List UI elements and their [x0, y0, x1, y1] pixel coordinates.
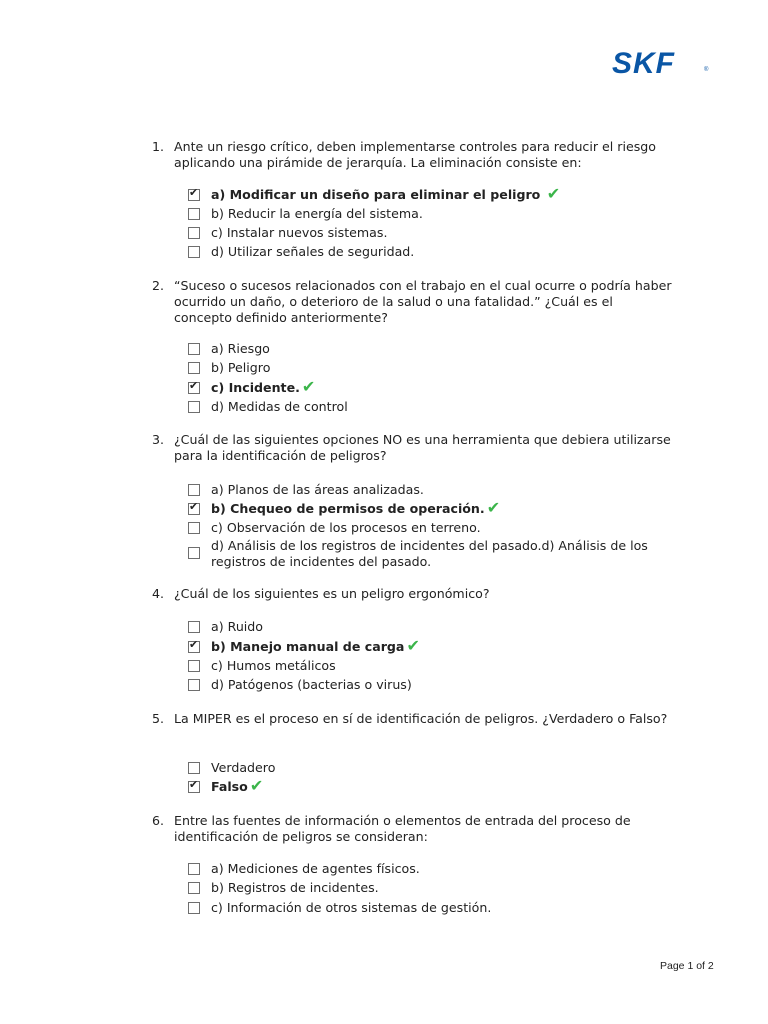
option-2c[interactable]	[188, 377, 658, 396]
option-3a[interactable]	[188, 482, 658, 498]
checkbox[interactable]	[188, 208, 200, 220]
question-text: ¿Cuál de las siguientes opciones NO es una herramienta que debiera utilizarse para la identificación de peligros?	[174, 432, 671, 463]
option-5-falso[interactable]	[188, 776, 658, 795]
option-label: c) Humos metálicos	[211, 658, 336, 673]
option-3b[interactable]	[188, 498, 658, 517]
option-3d[interactable]	[188, 538, 658, 570]
option-label: a) Modificar un diseño para eliminar el peligro ✔	[211, 184, 561, 203]
checkbox[interactable]	[188, 762, 200, 774]
checkbox-checked[interactable]	[188, 503, 200, 515]
option-label: d) Patógenos (bacterias o virus)	[211, 677, 412, 692]
checkmark-icon: ✔	[301, 377, 316, 396]
option-label: b) Registros de incidentes.	[211, 880, 379, 895]
question-number: 5.	[152, 711, 165, 726]
question-3	[152, 432, 672, 464]
svg-text:®: ®	[704, 67, 709, 73]
checkmark-icon: ✔	[486, 498, 501, 517]
checkbox[interactable]	[188, 679, 200, 691]
checkbox[interactable]	[188, 522, 200, 534]
checkbox[interactable]	[188, 660, 200, 672]
question-text: ¿Cuál de los siguientes es un peligro ergonómico?	[174, 586, 490, 601]
checkmark-icon: ✔	[406, 636, 420, 655]
option-4d[interactable]	[188, 677, 658, 693]
option-label: Verdadero	[211, 760, 276, 775]
option-2d[interactable]	[188, 399, 658, 415]
checkmark-icon: ✔	[546, 184, 561, 203]
option-label: c) Información de otros sistemas de gestión.	[211, 900, 492, 915]
option-label: a) Ruido	[211, 619, 263, 634]
checkbox[interactable]	[188, 484, 200, 496]
question-text: Ante un riesgo crítico, deben implementarse controles para reducir el riesgo aplicando una pirámide de jerarquía. La eliminación consiste en:	[174, 139, 656, 170]
checkbox-checked[interactable]	[188, 382, 200, 394]
option-4c[interactable]	[188, 658, 658, 674]
checkbox[interactable]	[188, 246, 200, 258]
option-label: b) Chequeo de permisos de operación. ✔	[211, 498, 501, 517]
checkmark-icon: ✔	[249, 776, 264, 795]
option-6a[interactable]	[188, 861, 658, 877]
option-4a[interactable]	[188, 619, 658, 635]
option-4b[interactable]	[188, 636, 658, 655]
logo-text: SKF	[612, 50, 675, 76]
checkbox-checked[interactable]	[188, 641, 200, 653]
option-1a[interactable]	[188, 184, 658, 203]
checkbox[interactable]	[188, 227, 200, 239]
checkbox[interactable]	[188, 547, 200, 559]
option-2b[interactable]	[188, 360, 658, 376]
checkbox[interactable]	[188, 902, 200, 914]
option-label: b) Manejo manual de carga ✔	[211, 636, 420, 655]
question-number: 6.	[152, 813, 165, 828]
question-text: Entre las fuentes de información o elementos de entrada del proceso de identificación de peligros se consideran:	[174, 813, 631, 844]
option-label: a) Mediciones de agentes físicos.	[211, 861, 420, 876]
option-label: Falso ✔	[211, 776, 264, 795]
question-text: La MIPER es el proceso en sí de identificación de peligros. ¿Verdadero o Falso?	[174, 711, 668, 726]
option-1c[interactable]	[188, 225, 658, 241]
option-label: b) Peligro	[211, 360, 271, 375]
option-label: c) Observación de los procesos en terreno.	[211, 520, 481, 535]
option-5-verdadero[interactable]	[188, 760, 658, 776]
option-6c[interactable]	[188, 900, 658, 916]
option-label: a) Planos de las áreas analizadas.	[211, 482, 424, 497]
option-label: c) Incidente. ✔	[211, 377, 316, 396]
option-3c[interactable]	[188, 520, 658, 536]
question-5	[152, 711, 672, 727]
question-text: “Suceso o sucesos relacionados con el trabajo en el cual ocurre o podría haber ocurrido un daño, o deterioro de la salud o una fatalidad.” ¿Cuál es el concepto definido anteriormente?	[174, 278, 672, 325]
question-number: 1.	[152, 139, 165, 154]
option-label: d) Medidas de control	[211, 399, 348, 414]
checkbox-checked[interactable]	[188, 781, 200, 793]
option-1d[interactable]	[188, 244, 658, 260]
option-2a[interactable]	[188, 341, 658, 357]
option-label: d) Utilizar señales de seguridad.	[211, 244, 415, 259]
question-number: 2.	[152, 278, 165, 293]
checkbox[interactable]	[188, 621, 200, 633]
checkbox[interactable]	[188, 362, 200, 374]
option-1b[interactable]	[188, 206, 658, 222]
option-label: d) Análisis de los registros de incidentes del pasado.d) Análisis de los registros de incidentes del pasado.	[211, 538, 648, 569]
skf-logo	[612, 50, 712, 76]
option-label: b) Reducir la energía del sistema.	[211, 206, 423, 221]
question-number: 4.	[152, 586, 165, 601]
checkbox[interactable]	[188, 882, 200, 894]
option-label: c) Instalar nuevos sistemas.	[211, 225, 388, 240]
question-2	[152, 278, 672, 326]
question-4	[152, 586, 672, 602]
option-6b[interactable]	[188, 880, 658, 896]
checkbox[interactable]	[188, 343, 200, 355]
question-number: 3.	[152, 432, 165, 447]
question-1	[152, 139, 672, 171]
checkbox[interactable]	[188, 401, 200, 413]
checkbox[interactable]	[188, 863, 200, 875]
page-indicator: Page 1 of 2	[660, 960, 714, 972]
question-6	[152, 813, 672, 845]
checkbox-checked[interactable]	[188, 189, 200, 201]
option-label: a) Riesgo	[211, 341, 270, 356]
